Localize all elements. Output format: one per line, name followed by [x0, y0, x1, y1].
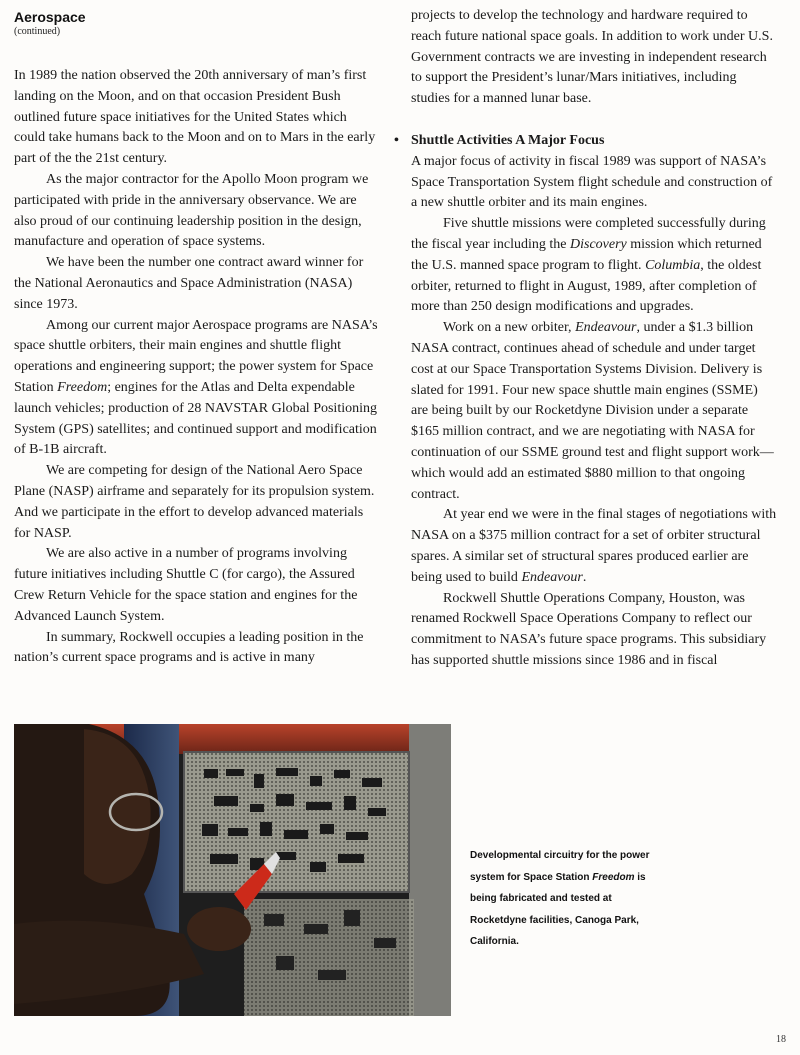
text-run: mission which returned the U.S. manned space program to flight. [411, 236, 762, 273]
paragraph [411, 505, 777, 588]
photo-illustration [14, 724, 451, 1016]
paragraph: In summary, Rockwell occupies a leading position in the nation’s current space programs and is active in many [14, 629, 364, 666]
text-run: At year end we were in the final stages of negotiations with NASA on a $375 million contract for a set of orbiter structural spares. A similar set of structural spares produced earlier are being used to build [411, 507, 777, 585]
italic-run: Freedom [592, 871, 635, 883]
paragraph [411, 318, 777, 505]
text-run: Developmental circuitry for the power system for Space Station [470, 850, 650, 883]
italic-run: Endeavour [575, 320, 637, 336]
right-column [394, 6, 777, 672]
paragraph: In 1989 the nation observed the 20th anniversary of man’s first landing on the Moon, and on that occasion President Bush outlined future space initiatives for the United States which could take humans back to the Moon and on to Mars in the early part of the the 21st century. [14, 68, 376, 167]
text-run: , under a $1.3 billion NASA contract, continues ahead of schedule and under target cost at our Space Transportation Systems Division. Delivery is slated for 1991. Four new space shuttle main engines (SSME) are being built by our Rocketdyne Division under a separate $165 million contract, and we are negotiating with NASA for continuation of our SSME ground test and flight support work—which would add an estimated $880 million to that ongoing contract. [411, 320, 774, 502]
paragraph: Rockwell Shuttle Operations Company, Houston, was renamed Rockwell Space Operations Company to reflect our commitment to NASA’s future space programs. This subsidiary has supported shuttle missions since 1986 and in fiscal [411, 590, 767, 668]
text-run: Work on a new orbiter, [443, 320, 576, 336]
paragraph: A major focus of activity in fiscal 1989 was support of NASA’s Space Transportation System flight schedule and construction of a new shuttle orbiter and its main engines. [411, 153, 773, 211]
italic-run: Endeavour [521, 569, 583, 585]
left-column [14, 66, 380, 669]
page-number: 18 [776, 1034, 786, 1045]
text-run: ; engines for the Atlas and Delta expendable launch vehicles; production of 28 NAVSTAR Global Positioning System (GPS) satellites; and continued support and modification of B-1B aircraft. [14, 379, 377, 458]
text-run: . [582, 569, 587, 585]
text-run: , the oldest orbiter, returned to flight in August, 1989, after completion of more than 250 design modifications and upgrades. [411, 257, 762, 315]
italic-run: Discovery [570, 236, 627, 252]
subheading [394, 131, 777, 152]
paragraph [14, 316, 380, 462]
paragraph: We are also active in a number of programs involving future initiatives including Shuttle C (for cargo), the Assured Crew Return Vehicle for the space station and engines for the Advanced Launch System. [14, 546, 358, 624]
section-title: Aerospace [14, 9, 86, 25]
photo-caption [470, 845, 670, 953]
text-run: Among our current major Aerospace programs are NASA’s space shuttle orbiters, their main engines and shuttle flight operations and engineering support; the power system for Space Station [14, 317, 378, 395]
italic-run: Columbia [645, 257, 701, 273]
section-subtitle: (continued) [14, 26, 61, 37]
subheading-text: Shuttle Activities A Major Focus [411, 132, 605, 148]
paragraph [411, 214, 777, 318]
bullet-icon: • [394, 132, 399, 148]
text-run: Five shuttle missions were completed successfully during the fiscal year including the [411, 216, 766, 252]
paragraph: projects to develop the technology and hardware required to reach future national space goals. In addition to work under U.S. Government contracts we are investing in independent research to support the President’s lunar/Mars initiatives, including studies for a manned lunar base. [411, 8, 773, 107]
italic-run: Freedom [57, 379, 108, 395]
paragraph: As the major contractor for the Apollo Moon program we participated with pride in the anniversary observance. We are also proud of our continuing leadership position in the design, manufacture and operation of space systems. [14, 171, 369, 250]
paragraph: We are competing for design of the National Aero Space Plane (NASP) airframe and separately for its propulsion system. And we participate in the effort to develop advanced materials for NASP. [14, 463, 375, 541]
text-run: is being fabricated and tested at Rocketdyne facilities, Canoga Park, California. [470, 871, 646, 948]
photo-technician-circuit-board [14, 724, 451, 1016]
paragraph: We have been the number one contract award winner for the National Aeronautics and Space Administration (NASA) since 1973. [14, 255, 364, 312]
